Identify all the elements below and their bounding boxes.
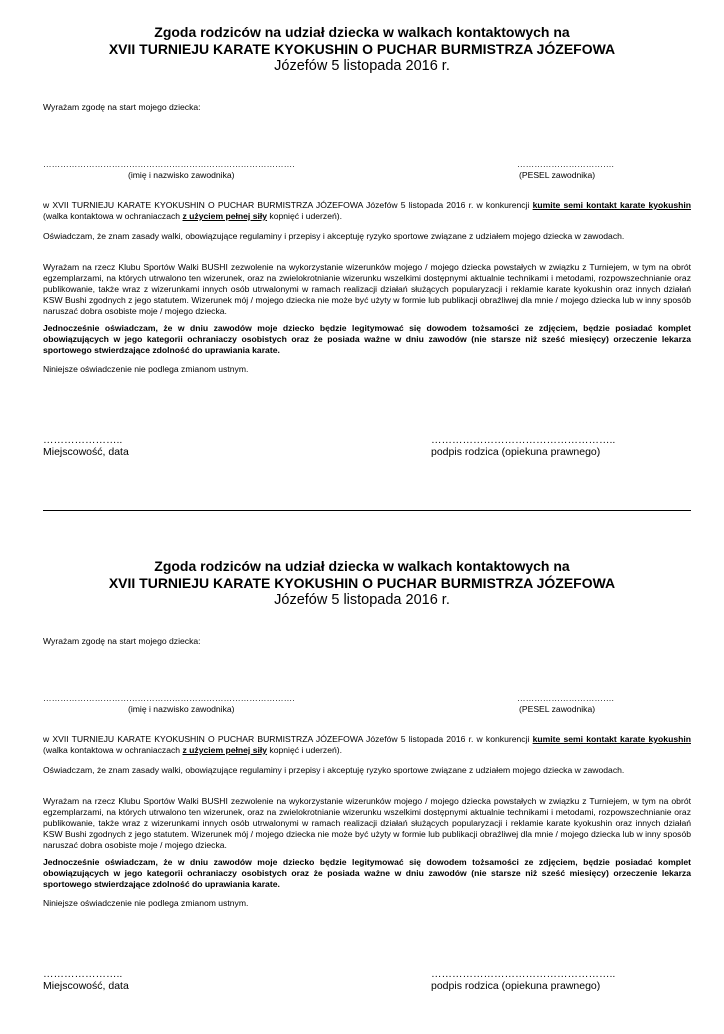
medical-statement: Jednocześnie oświadczam, że w dniu zawodów moje dziecko będzie legitymować się dowodem tożsamości ze zdjęciem, będzie posiadać komplet obowiązujących w jego kategorii ochraniaczy osobistych oraz że posiada ważne w dniu zawodów (nie starsze niż sześć miesięcy) orzeczenie lekarza sportowego stwierdzające zdolność do uprawiania karate. [43, 857, 691, 889]
event-paragraph [43, 734, 691, 756]
oral-changes-note: Niniejsze oświadczenie nie podlega zmianom ustnym. [43, 364, 249, 374]
place-date-label: Miejscowość, data [43, 446, 129, 458]
pesel-field-line: ……………………………. [517, 693, 614, 703]
place-date-line: ………………….. [43, 434, 123, 446]
name-field-caption: (imię i nazwisko zawodnika) [128, 170, 235, 180]
name-field-line: ……………………………………………………………………………. [43, 159, 295, 169]
title-line-1: Zgoda rodziców na udział dziecka w walkach kontaktowych na [154, 558, 570, 574]
signature-line: …………………………………………….. [431, 434, 616, 446]
place-date-line: ………………….. [43, 968, 123, 980]
event-text-2: (walka kontaktowa w ochraniaczach [43, 211, 183, 221]
event-discipline: kumite semi kontakt karate kyokushin [532, 200, 691, 210]
medical-statement: Jednocześnie oświadczam, że w dniu zawodów moje dziecko będzie legitymować się dowodem tożsamości ze zdjęciem, będzie posiadać komplet obowiązujących w jego kategorii ochraniaczy osobistych oraz że posiada ważne w dniu zawodów (nie starsze niż sześć miesięcy) orzeczenie lekarza sportowego stwierdzające zdolność do uprawiania karate. [43, 323, 691, 355]
title-line-1: Zgoda rodziców na udział dziecka w walkach kontaktowych na [154, 24, 570, 40]
image-consent-paragraph: Wyrażam na rzecz Klubu Sportów Walki BUSHI zezwolenie na wykorzystanie wizerunków mojego / mojego dziecka powstałych w związku z Turniejem, w tym na obrót egzemplarzami, na których utrwalono ten wizerunek, oraz na zwielokrotnianie wizerunku wszelkimi dostępnymi aktualnie technikami i metodami, rozpowszechnianie oraz publikowanie, także wraz z wizerunkami innych osób utrwalonymi w ramach realizacji działań służących popularyzacji i reklamie karate kyokushin oraz innych działań KSW Bushi zgodnych z jego statutem. Wizerunek mój / mojego dziecka nie może być użyty w formie lub publikacji obraźliwej dla mnie / mojego dziecka lub w inny sposób naruszać dobra osobiste moje / mojego dziecka. [43, 262, 691, 316]
consent-form-copy-1 [0, 0, 724, 500]
name-field-line: ……………………………………………………………………………. [43, 693, 295, 703]
signature-line: …………………………………………….. [431, 968, 616, 980]
pesel-field-line: ……………………………. [517, 159, 614, 169]
consent-intro: Wyrażam zgodę na start mojego dziecka: [43, 102, 201, 112]
pesel-field-caption: (PESEL zawodnika) [519, 170, 596, 180]
signature-label: podpis rodzica (opiekuna prawnego) [431, 980, 601, 992]
cut-line-divider [43, 510, 691, 511]
rules-statement: Oświadczam, że znam zasady walki, obowiązujące regulaminy i przepisy i akceptuję ryzyko sportowe związane z udziałem mojego dziecka w zawodach. [43, 231, 625, 241]
rules-statement: Oświadczam, że znam zasady walki, obowiązujące regulaminy i przepisy i akceptuję ryzyko sportowe związane z udziałem mojego dziecka w zawodach. [43, 765, 625, 775]
signature-label: podpis rodzica (opiekuna prawnego) [431, 446, 601, 458]
consent-intro: Wyrażam zgodę na start mojego dziecka: [43, 636, 201, 646]
consent-form-copy-2 [0, 534, 724, 1034]
event-full-force: z użyciem pełnej siły [182, 211, 268, 221]
name-field-caption: (imię i nazwisko zawodnika) [128, 704, 235, 714]
image-consent-paragraph: Wyrażam na rzecz Klubu Sportów Walki BUSHI zezwolenie na wykorzystanie wizerunków mojego / mojego dziecka powstałych w związku z Turniejem, w tym na obrót egzemplarzami, na których utrwalono ten wizerunek, oraz na zwielokrotnianie wizerunku wszelkimi dostępnymi aktualnie technikami i metodami, rozpowszechnianie oraz publikowanie, także wraz z wizerunkami innych osób utrwalonymi w ramach realizacji działań służących popularyzacji i reklamie karate kyokushin oraz innych działań KSW Bushi zgodnych z jego statutem. Wizerunek mój / mojego dziecka nie może być użyty w formie lub publikacji obraźliwej dla mnie / mojego dziecka lub w inny sposób naruszać dobra osobiste moje / mojego dziecka. [43, 796, 691, 850]
event-full-force: z użyciem pełnej siły [182, 745, 268, 755]
event-text-3: kopnięć i uderzeń). [267, 745, 343, 755]
pesel-field-caption: (PESEL zawodnika) [519, 704, 596, 714]
event-text-1: w XVII TURNIEJU KARATE KYOKUSHIN O PUCHAR BURMISTRZA JÓZEFOWA Józefów 5 listopada 2016 r. w konkurencji [43, 200, 533, 210]
place-date-label: Miejscowość, data [43, 980, 129, 992]
form-title [0, 558, 724, 609]
event-text-2: (walka kontaktowa w ochraniaczach [43, 745, 183, 755]
title-line-2: XVII TURNIEJU KARATE KYOKUSHIN O PUCHAR BURMISTRZA JÓZEFOWA [108, 575, 616, 591]
form-title [0, 24, 724, 75]
title-line-2: XVII TURNIEJU KARATE KYOKUSHIN O PUCHAR BURMISTRZA JÓZEFOWA [108, 41, 616, 57]
event-paragraph [43, 200, 691, 222]
event-text-1: w XVII TURNIEJU KARATE KYOKUSHIN O PUCHAR BURMISTRZA JÓZEFOWA Józefów 5 listopada 2016 r. w konkurencji [43, 734, 533, 744]
oral-changes-note: Niniejsze oświadczenie nie podlega zmianom ustnym. [43, 898, 249, 908]
title-date: Józefów 5 listopada 2016 r. [274, 58, 450, 74]
event-text-3: kopnięć i uderzeń). [267, 211, 343, 221]
event-discipline: kumite semi kontakt karate kyokushin [532, 734, 691, 744]
title-date: Józefów 5 listopada 2016 r. [274, 592, 450, 608]
